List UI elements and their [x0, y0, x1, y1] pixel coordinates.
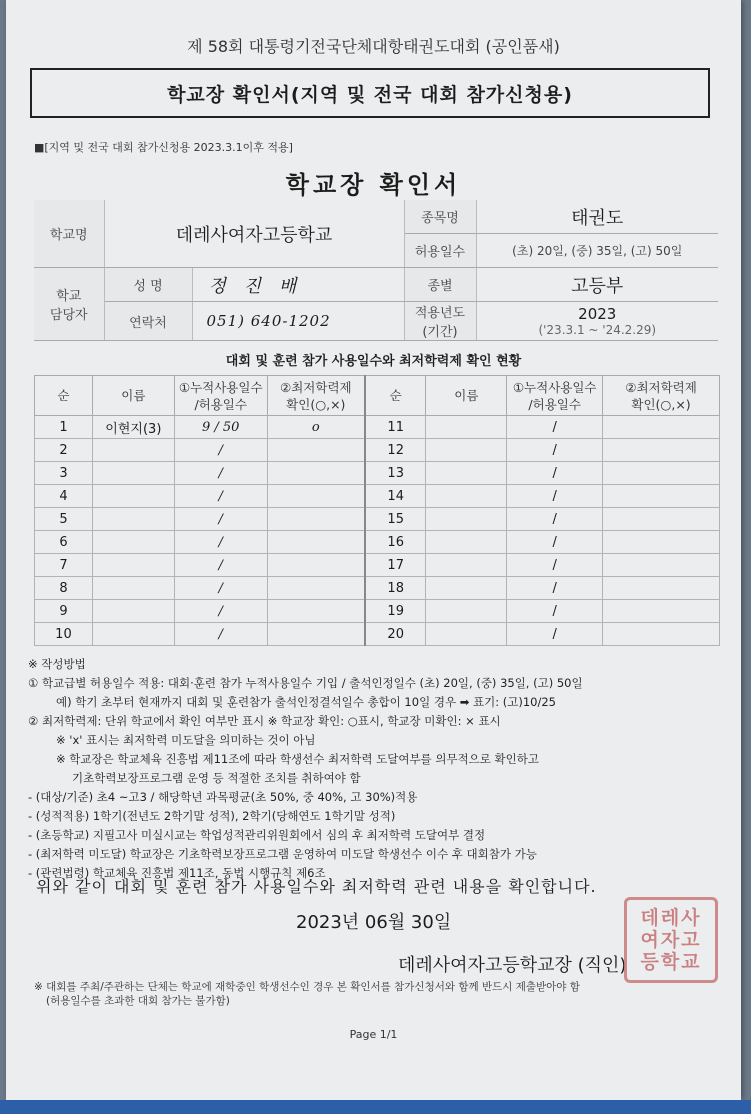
school-contact-label — [34, 268, 104, 341]
row-name-cell — [92, 554, 174, 577]
instruction-line: ※ 'x' 표시는 최저학력 미도달을 의미하는 것이 아님 — [56, 733, 316, 747]
row-check-cell — [603, 416, 720, 439]
instruction-line: - (초등학교) 지필고사 미실시교는 학업성적관리위원회에서 심의 후 최저학력 도달여부 결정 — [28, 828, 486, 842]
division-value: 고등부 — [476, 268, 718, 302]
row-days-cell: / — [174, 508, 267, 531]
page-number: Page 1/1 — [349, 1028, 398, 1041]
instructions-section — [28, 655, 728, 883]
applicable-period-value: ('23.3.1 ~ '24.2.29) — [538, 323, 657, 337]
row-days-cell: 9 / 50 — [174, 416, 267, 439]
row-days-cell: / — [174, 623, 267, 646]
row-check-cell — [267, 508, 365, 531]
school-info-table — [34, 200, 718, 341]
school-contact-label-line-2: 담당자 — [49, 308, 88, 323]
row-days-cell: / — [507, 508, 603, 531]
row-no-cell: 10 — [35, 623, 93, 646]
row-days-cell: / — [507, 485, 603, 508]
header-days-left — [174, 376, 267, 416]
header-min-right-line-1: ②최저학력제 — [625, 379, 697, 395]
row-name-cell: 이현지(3) — [92, 416, 174, 439]
table-row — [35, 531, 720, 554]
row-name-cell — [426, 462, 507, 485]
row-days-cell: / — [507, 623, 603, 646]
row-check-cell — [603, 508, 720, 531]
row-no-cell: 19 — [365, 600, 426, 623]
row-name-cell — [92, 439, 174, 462]
table-row — [35, 485, 720, 508]
row-check-cell: o — [267, 416, 365, 439]
instruction-line: ② 최저학력제: 단위 학교에서 확인 여부만 표시 ※ 학교장 확인: ○표시, 학교장 미확인: × 표시 — [28, 714, 501, 728]
applicable-year-label — [404, 302, 476, 341]
row-days-cell: / — [507, 531, 603, 554]
row-no-cell: 2 — [35, 439, 93, 462]
row-no-cell: 17 — [365, 554, 426, 577]
school-name-value: 데레사여자고등학교 — [104, 200, 404, 268]
header-no-right: 순 — [365, 376, 426, 416]
row-days-cell: / — [174, 600, 267, 623]
row-name-cell — [426, 508, 507, 531]
form-applicability-note: ■[지역 및 전국 대회 참가신청용 2023.3.1이후 적용] — [34, 141, 293, 154]
instruction-line: ① 학교급별 허용일수 적용: 대회·훈련 참가 누적사용일수 기입 / 출석인정일수 (초) 20일, (중) 35일, (고) 50일 — [28, 676, 583, 690]
row-no-cell: 18 — [365, 577, 426, 600]
instruction-line: ※ 학교장은 학교체육 진흥법 제11조에 따라 학생선수 최저학력 도달여부를 의무적으로 확인하고 — [56, 752, 539, 766]
row-days-cell: / — [507, 554, 603, 577]
row-days-cell: / — [507, 600, 603, 623]
applicable-year-cell — [476, 302, 718, 341]
instructions-heading: ※ 작성방법 — [28, 657, 86, 671]
row-no-cell: 8 — [35, 577, 93, 600]
footer-note-line-2: (허용일수를 초과한 대회 참가는 불가함) — [46, 995, 230, 1007]
row-days-cell: / — [174, 485, 267, 508]
row-name-cell — [426, 531, 507, 554]
confirmation-statement: 위와 같이 대회 및 훈련 참가 사용일수와 최저학력 관련 내용을 확인합니다. — [36, 877, 597, 896]
event-value: 태권도 — [476, 200, 718, 234]
row-check-cell — [267, 577, 365, 600]
row-no-cell: 5 — [35, 508, 93, 531]
row-no-cell: 3 — [35, 462, 93, 485]
header-days-right-line-2: /허용일수 — [528, 396, 581, 412]
document-page — [6, 0, 741, 1100]
row-no-cell: 15 — [365, 508, 426, 531]
allowed-days-value: (초) 20일, (중) 35일, (고) 50일 — [476, 234, 718, 268]
row-no-cell: 16 — [365, 531, 426, 554]
confirmation-date: 2023년 06월 30일 — [296, 912, 452, 933]
row-check-cell — [267, 531, 365, 554]
table-row — [35, 416, 720, 439]
event-label: 종목명 — [404, 200, 476, 234]
row-name-cell — [92, 531, 174, 554]
form-title-box — [30, 68, 710, 118]
row-check-cell — [603, 462, 720, 485]
row-check-cell — [267, 623, 365, 646]
row-name-cell — [426, 485, 507, 508]
table-row — [35, 600, 720, 623]
instruction-line: 기초학력보장프로그램 운영 등 적절한 조치를 취하여야 함 — [72, 771, 361, 785]
header-days-right-line-1: ①누적사용일수 — [512, 379, 597, 395]
row-days-cell: / — [174, 554, 267, 577]
row-name-cell — [92, 485, 174, 508]
row-days-cell: / — [507, 439, 603, 462]
background-surface — [0, 1100, 751, 1114]
row-check-cell — [267, 554, 365, 577]
row-check-cell — [603, 600, 720, 623]
row-check-cell — [603, 554, 720, 577]
contact-name-label: 성 명 — [104, 268, 192, 302]
school-name-label: 학교명 — [34, 200, 104, 268]
row-check-cell — [603, 485, 720, 508]
principal-signature-line: 데레사여자고등학교장 (직인) — [398, 955, 627, 976]
contact-name-value: 정 진 배 — [192, 268, 404, 302]
header-days-right — [507, 376, 603, 416]
header-min-right-line-2: 확인(○,×) — [631, 396, 691, 412]
table-row — [35, 439, 720, 462]
row-name-cell — [92, 623, 174, 646]
row-name-cell — [426, 554, 507, 577]
row-check-cell — [267, 600, 365, 623]
row-check-cell — [267, 485, 365, 508]
row-no-cell: 4 — [35, 485, 93, 508]
row-check-cell — [267, 439, 365, 462]
row-no-cell: 7 — [35, 554, 93, 577]
header-min-left-line-2: 확인(○,×) — [286, 396, 346, 412]
row-days-cell: / — [174, 577, 267, 600]
student-usage-table — [34, 375, 720, 646]
row-name-cell — [92, 508, 174, 531]
header-min-right — [603, 376, 720, 416]
document-heading: 학교장 확인서 — [285, 171, 462, 199]
header-min-left — [267, 376, 365, 416]
row-days-cell: / — [507, 577, 603, 600]
row-name-cell — [426, 577, 507, 600]
row-name-cell — [426, 439, 507, 462]
allowed-days-label: 허용일수 — [404, 234, 476, 268]
form-title: 학교장 확인서(지역 및 전국 대회 참가신청용) — [167, 83, 573, 106]
instruction-line: - (최저학력 미도달) 학교장은 기초학력보장프로그램 운영하여 미도달 학생선수 이수 후 대회참가 가능 — [28, 847, 537, 861]
row-no-cell: 14 — [365, 485, 426, 508]
contact-phone-value: 051) 640-1202 — [192, 302, 404, 341]
contact-phone-label: 연락처 — [104, 302, 192, 341]
division-label: 종별 — [404, 268, 476, 302]
row-days-cell: / — [507, 416, 603, 439]
row-no-cell: 9 — [35, 600, 93, 623]
row-days-cell: / — [174, 531, 267, 554]
row-no-cell: 6 — [35, 531, 93, 554]
row-name-cell — [92, 462, 174, 485]
row-no-cell: 20 — [365, 623, 426, 646]
row-name-cell — [92, 600, 174, 623]
applicable-year-value: 2023 — [578, 305, 617, 323]
instruction-line: - (관련법령) 학교체육 진흥법 제11조, 동법 시행규칙 제6조 — [28, 866, 326, 880]
header-days-left-line-2: /허용일수 — [194, 396, 247, 412]
row-days-cell: / — [174, 462, 267, 485]
row-no-cell: 13 — [365, 462, 426, 485]
table-row — [35, 508, 720, 531]
applicable-year-label-line-2: (기간) — [422, 325, 458, 340]
row-no-cell: 1 — [35, 416, 93, 439]
row-no-cell: 12 — [365, 439, 426, 462]
row-no-cell: 11 — [365, 416, 426, 439]
row-name-cell — [426, 416, 507, 439]
row-name-cell — [426, 623, 507, 646]
header-days-left-line-1: ①누적사용일수 — [178, 379, 263, 395]
row-check-cell — [603, 577, 720, 600]
official-seal-stamp: 데레사 여자고 등학교 — [624, 897, 718, 983]
event-title: 제 58회 대통령기전국단체대항태권도대회 (공인품새) — [187, 37, 560, 56]
header-name-right: 이름 — [426, 376, 507, 416]
row-check-cell — [603, 623, 720, 646]
row-check-cell — [603, 439, 720, 462]
school-contact-label-line-1: 학교 — [56, 289, 82, 304]
row-name-cell — [92, 577, 174, 600]
header-min-left-line-1: ②최저학력제 — [280, 379, 352, 395]
table-row — [35, 623, 720, 646]
row-name-cell — [426, 600, 507, 623]
table-row — [35, 554, 720, 577]
instruction-line: - (성적적용) 1학기(전년도 2학기말 성적), 2학기(당해연도 1학기말 성적) — [28, 809, 396, 823]
row-check-cell — [603, 531, 720, 554]
footer-note — [34, 980, 724, 1008]
instruction-line: - (대상/기준) 초4 ~고3 / 해당학년 과목평균(초 50%, 중 40%, 고 30%)적용 — [28, 790, 418, 804]
row-check-cell — [267, 462, 365, 485]
applicable-year-label-line-1: 적용년도 — [414, 306, 466, 321]
footer-note-line-1: ※ 대회를 주최/주관하는 단체는 학교에 재학중인 학생선수인 경우 본 확인서를 참가신청서와 함께 반드시 제출받아야 함 — [34, 981, 580, 993]
header-name-left: 이름 — [92, 376, 174, 416]
table-row — [35, 462, 720, 485]
table-row — [35, 577, 720, 600]
instruction-line: 예) 학기 초부터 현재까지 대회 및 훈련참가 출석인정결석일수 총합이 10일 경우 ➡ 표기: (고)10/25 — [56, 695, 556, 709]
usage-section-title: 대회 및 훈련 참가 사용일수와 최저학력제 확인 현황 — [225, 354, 522, 369]
row-days-cell: / — [174, 439, 267, 462]
row-days-cell: / — [507, 462, 603, 485]
header-no-left: 순 — [35, 376, 93, 416]
